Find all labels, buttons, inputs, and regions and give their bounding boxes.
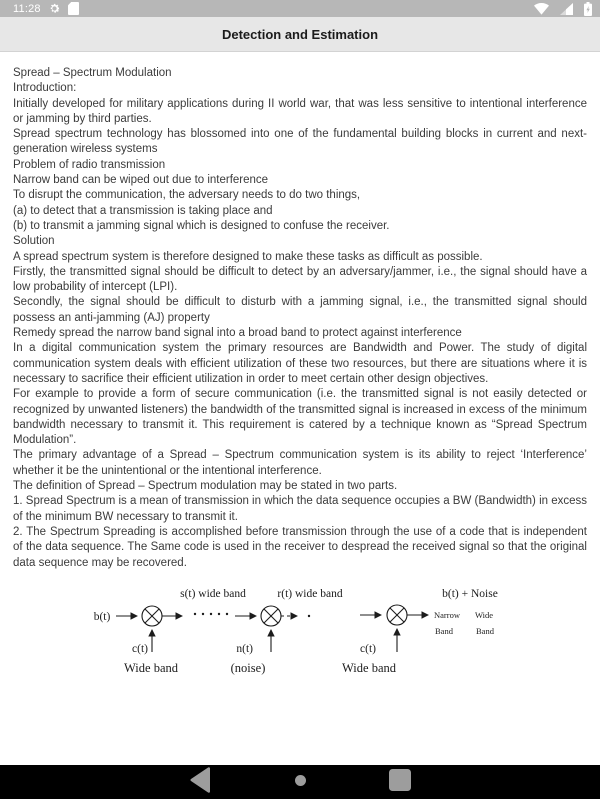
diagram-label-narrow: Narrow [434, 609, 460, 620]
paragraph: 1. Spread Spectrum is a mean of transmission in which the data sequence occupies a BW (Bandwidth) in excess of the minimum BW necessary to transmit it. [13, 495, 588, 523]
paragraph: Spread spectrum technology has blossomed into one of the fundamental building blocks in current and next-generation wireless systems [13, 128, 587, 156]
diagram-label-r-t-wide-band: r(t) wide band [277, 587, 343, 600]
app-header [0, 17, 600, 52]
multiplier-icon [142, 606, 162, 626]
home-button[interactable] [250, 765, 350, 799]
cell-signal-icon [560, 3, 573, 15]
recents-button[interactable] [350, 765, 450, 799]
spread-spectrum-diagram [83, 580, 587, 676]
page-title: Detection and Estimation [221, 26, 379, 42]
diagram-label-wide-band-1: Wide band [124, 660, 178, 675]
paragraph: To disrupt the communication, the adversary needs to do two things, [13, 189, 361, 202]
diagram-label-c-t-1: c(t) [132, 642, 148, 655]
battery-charging-icon [584, 2, 592, 16]
home-icon [295, 773, 306, 791]
status-time: 11:28 [13, 2, 41, 15]
wifi-icon [534, 3, 549, 15]
document-scroll-area[interactable] [0, 52, 600, 765]
multiplier-icon [387, 605, 407, 625]
paragraph: The definition of Spread – Spectrum modulation may be stated in two parts. [13, 480, 398, 493]
document-title: Spread – Spectrum Modulation [13, 67, 172, 79]
sd-card-icon [68, 2, 79, 15]
back-icon [190, 767, 210, 798]
paragraph: In a digital communication system the primary resources are Bandwidth and Power. The study of digital communication system deals with efficient utilization of these two resources, but there are situations where it is necessary to sacrifice their efficient utilization in order to meet certain other design objectives. [13, 342, 587, 385]
multiplier-icon [261, 606, 281, 626]
paragraph: (b) to transmit a jamming signal which is designed to confuse the receiver. [13, 219, 390, 232]
paragraph: Secondly, the signal should be difficult to disturb with a jamming signal, i.e., the transmitted signal should possess an anti-jamming (AJ) property [13, 296, 587, 324]
android-nav-bar [0, 765, 600, 799]
recents-icon [389, 769, 411, 796]
paragraph: (a) to detect that a transmission is taking place and [13, 204, 273, 217]
diagram-label-c-t-3: c(t) [360, 642, 376, 655]
paragraph: 2. The Spectrum Spreading is accomplished before transmission through the use of a code that is independent of the data sequence. The Same code is used in the receiver to despread the received signal so that the original data sequence may be recovered. [13, 525, 587, 569]
diagram-label-wide-band: Band [476, 625, 494, 636]
paragraph: Narrow band can be wiped out due to interference [13, 174, 269, 187]
paragraph: The primary advantage of a Spread – Spectrum communication system is its ability to reject ‘Interference’ whether it be the unintentional or the intentional interference. [13, 449, 587, 477]
diagram-label-narrow-band: Band [435, 625, 453, 636]
trailing-dot [308, 615, 310, 617]
paragraph: Problem of radio transmission [13, 158, 166, 171]
section-heading-solution: Solution [13, 235, 55, 248]
paragraph: Firstly, the transmitted signal should be difficult to detect by an adversary/jammer, i.e., the signal should have a low probability of intercept (LPI). [13, 265, 587, 294]
diagram-label-b-t: b(t) [93, 610, 111, 623]
diagram-label-wide: Wide [475, 609, 494, 620]
diagram-label-s-t-wide-band: s(t) wide band [180, 587, 246, 600]
diagram-label-n-t: n(t) [236, 642, 253, 655]
section-heading-introduction: Introduction: [13, 82, 77, 95]
paragraph: Initially developed for military applications during II world war, that was less sensitive to intentional interference or jamming by third parties. [13, 97, 587, 125]
paragraph: A spread spectrum system is therefore designed to make these tasks as difficult as possible. [13, 250, 483, 263]
paragraph: Remedy spread the narrow band signal into a broad band to protect against interference [13, 327, 462, 340]
diagram-label-noise: (noise) [230, 660, 266, 675]
gear-icon [48, 2, 61, 15]
back-button[interactable] [150, 765, 250, 799]
diagram-label-wide-band-3: Wide band [342, 660, 396, 675]
status-bar [0, 0, 600, 17]
paragraph: For example to provide a form of secure communication (i.e. the transmitted signal is not easily detected or recognized by unwanted listeners) the bandwidth of the transmitted signal is increased in excess of the minimum bandwidth necessary to transmit it. This requirement is catered by a technique known as “Spread Spectrum Modulation”. [13, 388, 587, 447]
ellipsis-dots [194, 613, 228, 615]
diagram-label-b-t-plus-noise: b(t) + Noise [442, 587, 498, 600]
